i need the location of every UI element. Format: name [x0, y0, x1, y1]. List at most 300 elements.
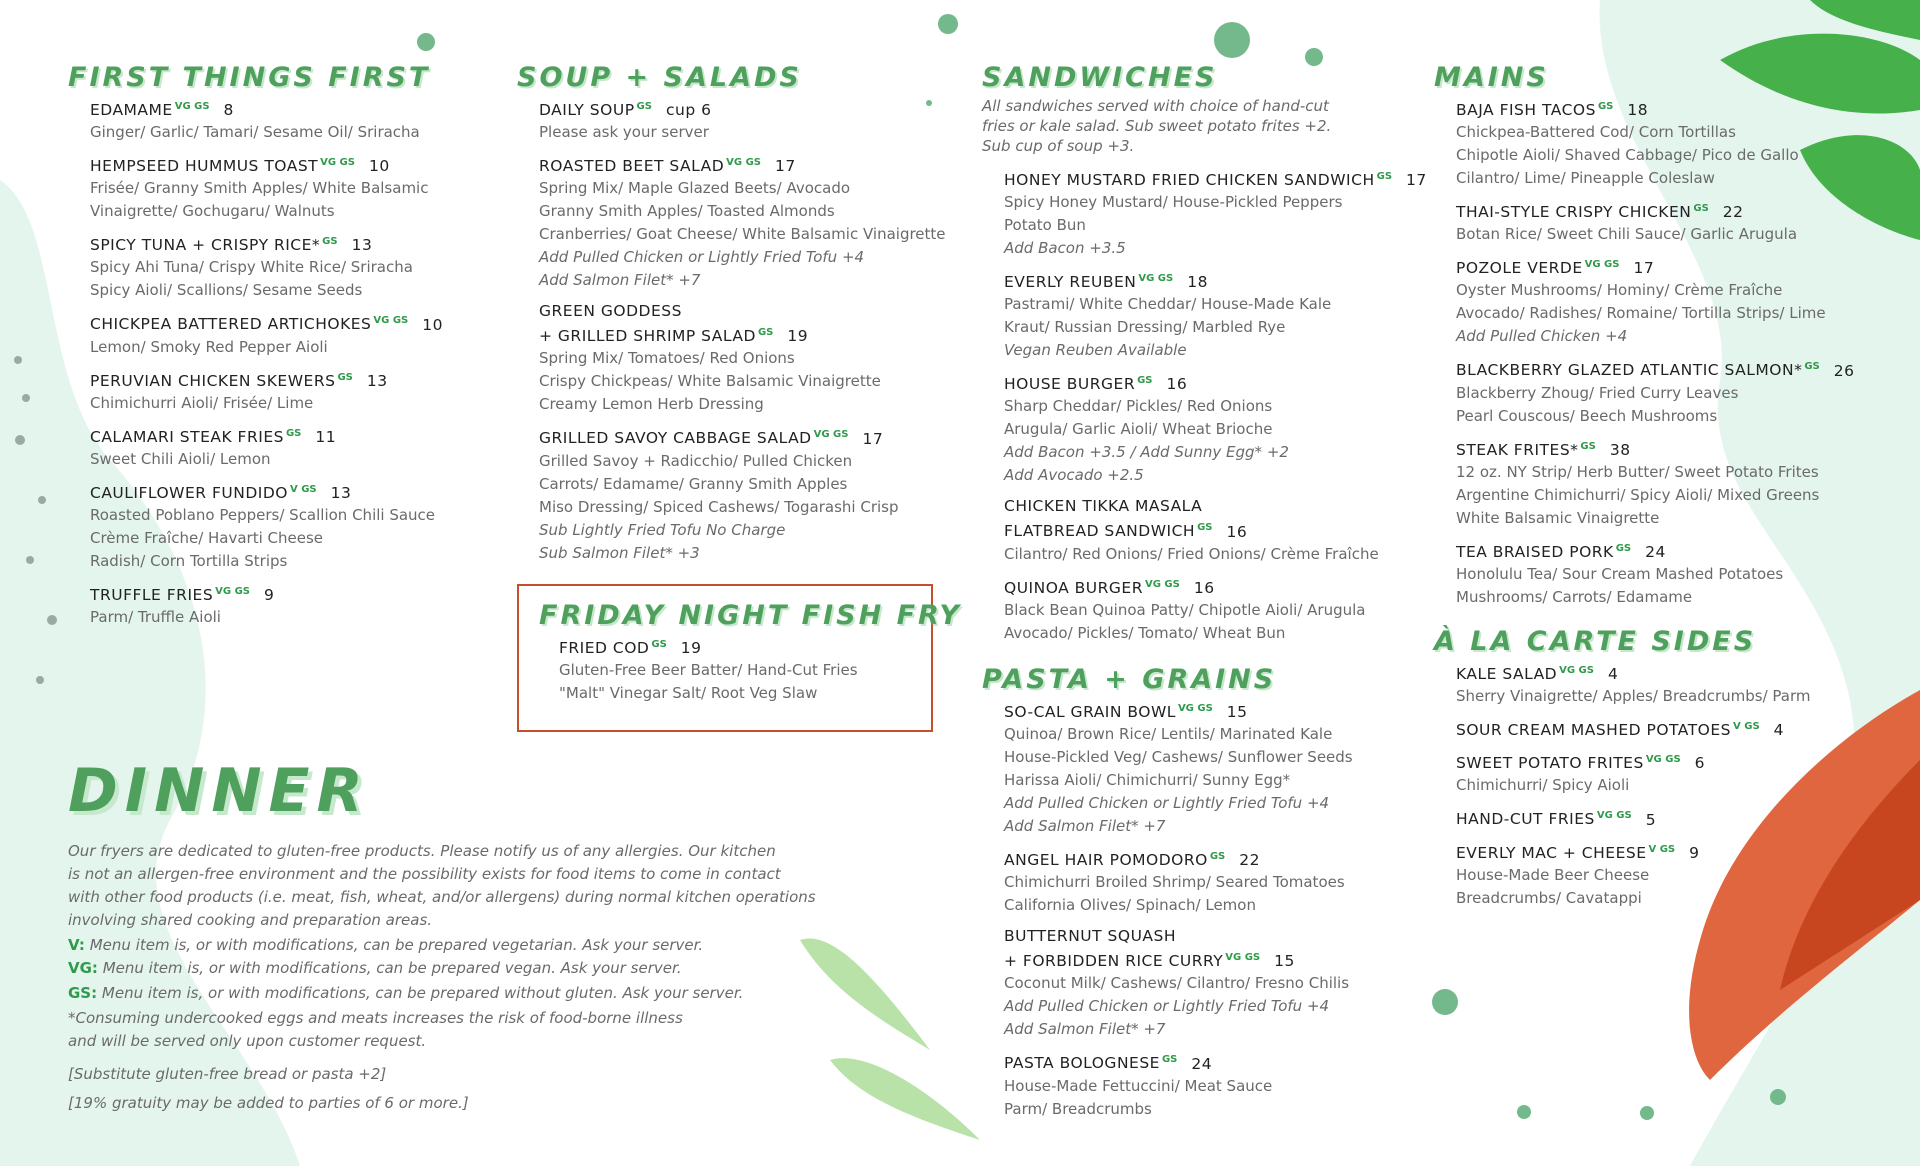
- legend-gluten-sensitive: [68, 982, 868, 1005]
- item-name: [90, 310, 443, 335]
- item-price: 13: [366, 371, 388, 390]
- item-description: Oyster Mushrooms/ Hominy/ Crème Fraîche: [1456, 281, 1783, 300]
- item-description: White Balsamic Vinaigrette: [1456, 508, 1660, 527]
- item-name: [1004, 370, 1427, 395]
- dot: [1432, 989, 1458, 1015]
- text: + GRILLED SHRIMP SALAD: [539, 327, 756, 346]
- text: CHICKPEA BATTERED ARTICHOKES: [90, 315, 372, 334]
- item-description: Vinaigrette/ Gochugaru/ Walnuts: [90, 202, 335, 221]
- consume-warning: and will be served only upon customer request.: [68, 1032, 427, 1050]
- dot: [1214, 22, 1250, 58]
- item-description: Botan Rice/ Sweet Chili Sauce/ Garlic Arugula: [1456, 225, 1798, 244]
- section-heading: FRIDAY NIGHT FISH FRY: [539, 600, 962, 631]
- menu-item-daily-soup: [539, 96, 946, 144]
- text: KALE SALAD: [1456, 665, 1558, 684]
- menu-item-fried-cod: [559, 634, 931, 705]
- item-name: [90, 96, 443, 121]
- item-name: [1456, 538, 1854, 563]
- item-price: cup 6: [665, 101, 712, 120]
- diet-tags: GS: [1376, 171, 1393, 182]
- menu-title: DINNER: [68, 756, 370, 826]
- diet-tags: GS: [1597, 101, 1614, 112]
- item-name: [539, 322, 946, 347]
- item-price: 10: [422, 315, 443, 334]
- item-description: Breadcrumbs/ Cavatappi: [1456, 888, 1642, 907]
- diet-tags: GS: [1197, 522, 1213, 534]
- consume-warning: *Consuming undercooked eggs and meats increases the risk of food-borne illness: [68, 1009, 683, 1027]
- item-price: 17: [1406, 171, 1427, 190]
- item-price: 24: [1191, 1054, 1213, 1073]
- item-name: [1456, 805, 1811, 830]
- section-heading: PASTA + GRAINS: [982, 664, 1277, 695]
- menu-item-everly-reuben: [1004, 268, 1427, 362]
- substitution-note: [Substitute gluten-free bread or pasta +2]: [68, 1065, 387, 1083]
- item-list: [68, 96, 443, 629]
- item-description: 12 oz. NY Strip/ Herb Butter/ Sweet Potato Frites: [1456, 462, 1819, 481]
- legend-key: VG:: [68, 959, 98, 977]
- item-description: Pastrami/ White Cheddar/ House-Made Kale: [1004, 295, 1332, 314]
- text: HAND-CUT FRIES: [1456, 810, 1595, 829]
- item-description: Coconut Milk/ Cashews/ Cilantro/ Fresno Chilis: [1004, 974, 1350, 993]
- text: TRUFFLE FRIES: [90, 586, 214, 605]
- item-name: [1004, 495, 1427, 517]
- note-line: All sandwiches served with choice of hand-cut: [982, 97, 1329, 115]
- text: FLATBREAD SANDWICH: [1004, 522, 1196, 541]
- text: EVERLY REUBEN: [1004, 273, 1137, 292]
- item-description: Gluten-Free Beer Batter/ Hand-Cut Fries: [559, 661, 858, 680]
- diet-tags: GS: [757, 327, 774, 339]
- menu-item-tea-braised-pork: [1456, 538, 1854, 609]
- item-description: Spicy Ahi Tuna/ Crispy White Rice/ Sriracha: [90, 258, 413, 277]
- menu-item-calamari-steak-fries: [90, 423, 443, 471]
- item-description: House-Made Beer Cheese: [1456, 865, 1650, 884]
- text: BAJA FISH TACOS: [1456, 101, 1596, 120]
- section-sides: [1434, 626, 1811, 918]
- text: CAULIFLOWER FUNDIDO: [90, 484, 288, 503]
- legend-vegan: [68, 957, 868, 980]
- item-description: California Olives/ Spinach/ Lemon: [1004, 896, 1256, 915]
- item-name: [1004, 925, 1353, 947]
- diet-tags: GS: [1804, 361, 1820, 373]
- item-description: Argentine Chimichurri/ Spicy Aioli/ Mixed Greens: [1456, 485, 1820, 504]
- menu-item-cauliflower-fundido: [90, 479, 443, 573]
- diet-tags: V GS: [1648, 843, 1676, 855]
- diet-tags: GS: [285, 427, 302, 439]
- text: ANGEL HAIR POMODORO: [1004, 851, 1208, 870]
- item-description: Miso Dressing/ Spiced Cashews/ Togarashi Crisp: [539, 497, 899, 516]
- item-name: [1456, 198, 1854, 223]
- item-description: Chimichurri Broiled Shrimp/ Seared Tomatoes: [1004, 873, 1345, 892]
- menu-item-quinoa-burger: [1004, 574, 1427, 645]
- item-price: 16: [1166, 375, 1188, 394]
- dot: [938, 14, 958, 34]
- item-price: 18: [1627, 101, 1649, 120]
- text: TEA BRAISED PORK: [1456, 542, 1614, 561]
- item-addon: Add Pulled Chicken +4: [1456, 327, 1628, 346]
- item-name: [1004, 517, 1427, 542]
- item-name: [1456, 660, 1811, 685]
- fish-fry-box: [517, 584, 962, 732]
- menu-item-steak-frites: [1456, 436, 1854, 530]
- item-name: [90, 581, 443, 606]
- item-description: Chimichurri Aioli/ Frisée/ Lime: [90, 393, 314, 412]
- item-name: [1004, 268, 1427, 293]
- legend-vegetarian: [68, 934, 868, 957]
- item-description: Frisée/ Granny Smith Apples/ White Balsamic: [90, 179, 429, 198]
- item-list: [1434, 96, 1854, 609]
- menu-item-butternut-squash-forbidden-rice-curry: [1004, 925, 1353, 1041]
- item-price: 13: [351, 236, 373, 255]
- diet-tags: VG GS: [1177, 703, 1213, 714]
- item-price: 15: [1226, 703, 1248, 722]
- menu-item-kale-salad: [1456, 660, 1811, 708]
- item-name: [90, 231, 443, 256]
- text: DAILY SOUP: [539, 101, 635, 120]
- menu-item-edamame: [90, 96, 443, 144]
- item-name: [90, 152, 443, 177]
- item-description: Chickpea-Battered Cod/ Corn Tortillas: [1456, 123, 1736, 142]
- section-soup-salads: [517, 62, 946, 573]
- item-name: [539, 152, 946, 177]
- item-price: 22: [1722, 203, 1744, 222]
- diet-tags: VG GS: [320, 157, 355, 169]
- text: PERUVIAN CHICKEN SKEWERS: [90, 371, 336, 390]
- diet-tags: VG GS: [174, 101, 210, 112]
- item-description: Potato Bun: [1004, 216, 1086, 235]
- item-list: [517, 96, 946, 565]
- note-line: Sub cup of soup +3.: [982, 137, 1135, 155]
- item-price: 4: [1773, 721, 1785, 740]
- item-description: Spring Mix/ Maple Glazed Beets/ Avocado: [539, 179, 851, 198]
- item-description: Creamy Lemon Herb Dressing: [539, 395, 764, 414]
- item-name: [1456, 96, 1854, 121]
- item-name: [1456, 436, 1854, 461]
- menu-item-hempseed-hummus-toast: [90, 152, 443, 223]
- item-price: 17: [1633, 259, 1655, 278]
- item-price: 17: [862, 429, 884, 448]
- text: CHICKEN TIKKA MASALA: [1004, 497, 1203, 516]
- item-name: [1456, 254, 1854, 279]
- text: HEMPSEED HUMMUS TOAST: [90, 157, 319, 176]
- diet-tags: GS: [1161, 1054, 1178, 1066]
- item-description: Radish/ Corn Tortilla Strips: [90, 552, 288, 571]
- section-heading: SANDWICHES: [982, 62, 1218, 93]
- item-description: Ginger/ Garlic/ Tamari/ Sesame Oil/ Sriracha: [90, 123, 420, 142]
- menu-item-angel-hair-pomodoro: [1004, 846, 1353, 917]
- menu-item-chickpea-battered-artichokes: [90, 310, 443, 358]
- item-description: House-Made Fettuccini/ Meat Sauce: [1004, 1076, 1273, 1095]
- disclaimer-line: with other food products (i.e. meat, fish, wheat, and/or allergens) during normal kitchen operations: [68, 888, 816, 906]
- item-price: 38: [1609, 440, 1631, 459]
- menu-item-baja-fish-tacos: [1456, 96, 1854, 190]
- item-price: 9: [1689, 843, 1700, 862]
- item-description: Harissa Aioli/ Chimichurri/ Sunny Egg*: [1004, 771, 1291, 790]
- item-price: 18: [1187, 273, 1208, 292]
- item-name: [90, 479, 443, 504]
- menu-item-house-burger: [1004, 370, 1427, 487]
- item-description: Parm/ Truffle Aioli: [90, 608, 221, 627]
- menu-item-sweet-potato-frites: [1456, 749, 1811, 797]
- item-name: [90, 367, 443, 392]
- diet-tags: VG GS: [1559, 665, 1594, 676]
- item-description: Sweet Chili Aioli/ Lemon: [90, 449, 271, 468]
- section-heading: FIRST THINGS FIRST: [68, 62, 431, 93]
- diet-tags: V GS: [290, 483, 317, 495]
- section-first-things-first: [68, 62, 443, 637]
- text: GREEN GODDESS: [539, 302, 682, 321]
- menu-item-thai-style-crispy-chicken: [1456, 198, 1854, 246]
- diet-tags: VG GS: [726, 157, 761, 169]
- item-list: [982, 698, 1353, 1121]
- diet-tags: VG GS: [373, 315, 409, 327]
- item-addon: Add Bacon +3.5: [1004, 239, 1126, 258]
- item-addon: Add Bacon +3.5 / Add Sunny Egg* +2: [1004, 443, 1289, 462]
- diet-tags: VG GS: [1584, 259, 1620, 271]
- item-description: Spicy Aioli/ Scallions/ Sesame Seeds: [90, 281, 363, 300]
- diet-tags: GS: [651, 639, 667, 650]
- disclaimer-line: Our fryers are dedicated to gluten-free products. Please notify us of any allergies. Our kitchen: [68, 842, 776, 860]
- menu-item-honey-mustard-fried-chicken-sandwich: [1004, 166, 1427, 260]
- item-description: Granny Smith Apples/ Toasted Almonds: [539, 202, 835, 221]
- note-line: fries or kale salad. Sub sweet potato frites +2.: [982, 117, 1332, 135]
- item-name: [1456, 839, 1811, 864]
- section-pasta-grains: [982, 664, 1353, 1129]
- text: BUTTERNUT SQUASH: [1004, 927, 1177, 946]
- dot: [47, 615, 57, 625]
- item-price: 17: [774, 157, 796, 176]
- legend-text: Menu item is, or with modifications, can be prepared vegetarian. Ask your server.: [89, 936, 704, 954]
- item-price: 4: [1607, 665, 1619, 684]
- item-description: Mushrooms/ Carrots/ Edamame: [1456, 587, 1693, 606]
- item-description: Grilled Savoy + Radicchio/ Pulled Chicken: [539, 451, 853, 470]
- item-price: 15: [1274, 952, 1295, 971]
- diet-tags: GS: [1137, 375, 1153, 387]
- item-name: [1004, 846, 1353, 871]
- item-description: Roasted Poblano Peppers/ Scallion Chili Sauce: [90, 506, 436, 525]
- item-name: [1004, 947, 1353, 972]
- item-description: Black Bean Quinoa Patty/ Chipotle Aioli/ Arugula: [1004, 600, 1366, 619]
- item-name: [539, 424, 946, 449]
- dot: [417, 33, 435, 51]
- item-addon: Add Avocado +2.5: [1004, 466, 1144, 485]
- item-description: Chimichurri/ Spicy Aioli: [1456, 776, 1630, 795]
- dot: [38, 496, 46, 504]
- dot: [14, 356, 22, 364]
- item-description: Quinoa/ Brown Rice/ Lentils/ Marinated Kale: [1004, 725, 1333, 744]
- item-description: Carrots/ Edamame/ Granny Smith Apples: [539, 474, 848, 493]
- legend-text: Menu item is, or with modifications, can be prepared without gluten. Ask your server.: [101, 984, 744, 1002]
- diet-tags: VG GS: [1645, 754, 1681, 766]
- item-name: [1456, 749, 1811, 774]
- text: SO-CAL GRAIN BOWL: [1004, 703, 1176, 722]
- diet-tags: VG GS: [813, 429, 849, 441]
- item-name: [1004, 698, 1353, 723]
- menu-item-so-cal-grain-bowl: [1004, 698, 1353, 838]
- item-price: 10: [368, 157, 390, 176]
- item-description: Honolulu Tea/ Sour Cream Mashed Potatoes: [1456, 564, 1784, 583]
- diet-tags: GS: [636, 101, 652, 112]
- legend-key: GS:: [68, 984, 98, 1002]
- menu-item-chicken-tikka-masala-flatbread-sandwich: [1004, 495, 1427, 565]
- item-description: Lemon/ Smoky Red Pepper Aioli: [90, 337, 328, 356]
- legend-text: Menu item is, or with modifications, can be prepared vegan. Ask your server.: [102, 959, 682, 977]
- text: THAI-STYLE CRISPY CHICKEN: [1456, 203, 1692, 222]
- section-sandwiches: [982, 62, 1427, 653]
- menu-item-hand-cut-fries: [1456, 805, 1811, 830]
- menu-item-truffle-fries: [90, 581, 443, 629]
- item-addon: Add Salmon Filet* +7: [1004, 1020, 1166, 1039]
- item-name: [90, 423, 443, 448]
- diet-tags: VG GS: [1138, 273, 1174, 285]
- dot: [1770, 1089, 1786, 1105]
- diet-tags: GS: [1615, 542, 1632, 554]
- menu-item-everly-mac-cheese: [1456, 839, 1811, 910]
- dot: [36, 676, 44, 684]
- diet-tags: GS: [1580, 440, 1596, 452]
- menu-item-spicy-tuna-crispy-rice: [90, 231, 443, 302]
- item-description: Cilantro/ Red Onions/ Fried Onions/ Crème Fraîche: [1004, 544, 1379, 563]
- text: STEAK FRITES*: [1456, 440, 1579, 459]
- item-price: 5: [1645, 810, 1657, 829]
- item-addon: Vegan Reuben Available: [1004, 341, 1187, 360]
- menu-item-pasta-bolognese: [1004, 1049, 1353, 1120]
- item-description: Chipotle Aioli/ Shaved Cabbage/ Pico de Gallo: [1456, 146, 1799, 165]
- item-addon: Add Salmon Filet* +7: [539, 271, 701, 290]
- item-price: 24: [1645, 542, 1666, 561]
- dot: [22, 394, 30, 402]
- dot: [26, 556, 34, 564]
- diet-tags: GS: [322, 236, 338, 248]
- section-heading: À LA CARTE SIDES: [1434, 626, 1757, 657]
- disclaimer-line: involving shared cooking and preparation areas.: [68, 911, 433, 929]
- section-heading: MAINS: [1434, 62, 1549, 93]
- dot: [15, 435, 25, 445]
- item-price: 22: [1239, 851, 1260, 870]
- menu-item-green-goddess-grilled-shrimp-salad: [539, 300, 946, 416]
- text: EDAMAME: [90, 101, 173, 120]
- item-description: House-Pickled Veg/ Cashews/ Sunflower Seeds: [1004, 748, 1353, 767]
- diet-tags: VG GS: [1225, 952, 1261, 964]
- menu-item-roasted-beet-salad: [539, 152, 946, 292]
- item-addon: Sub Salmon Filet* +3: [539, 543, 700, 562]
- dot: [1517, 1105, 1531, 1119]
- item-price: 16: [1226, 522, 1248, 541]
- text: SWEET POTATO FRITES: [1456, 754, 1644, 773]
- diet-tags: VG GS: [1596, 810, 1632, 822]
- item-price: 11: [315, 427, 337, 446]
- item-list: [1434, 660, 1811, 910]
- item-description: Cilantro/ Lime/ Pineapple Coleslaw: [1456, 169, 1715, 188]
- diet-tags: GS: [1209, 851, 1226, 863]
- text: CALAMARI STEAK FRIES: [90, 427, 284, 446]
- diet-tags: GS: [1693, 203, 1709, 215]
- item-name: [1004, 574, 1427, 599]
- diet-tags: V GS: [1733, 721, 1760, 733]
- text: FRIED COD: [559, 639, 650, 658]
- item-description: Spicy Honey Mustard/ House-Pickled Peppers: [1004, 193, 1343, 212]
- diet-tags: VG GS: [1145, 578, 1180, 590]
- item-price: 13: [330, 484, 352, 503]
- text: HONEY MUSTARD FRIED CHICKEN SANDWICH: [1004, 171, 1375, 190]
- dot: [1640, 1106, 1654, 1120]
- item-name: [539, 96, 946, 121]
- item-addon: Add Pulled Chicken or Lightly Fried Tofu +4: [1004, 997, 1330, 1016]
- item-description: Spring Mix/ Tomatoes/ Red Onions: [539, 349, 795, 368]
- diet-tags: GS: [337, 371, 353, 383]
- item-price: 16: [1193, 578, 1215, 597]
- text: QUINOA BURGER: [1004, 578, 1143, 597]
- menu-item-grilled-savoy-cabbage-salad: [539, 424, 946, 564]
- item-description: Sharp Cheddar/ Pickles/ Red Onions: [1004, 397, 1273, 416]
- item-description: Kraut/ Russian Dressing/ Marbled Rye: [1004, 318, 1286, 337]
- item-description: Pearl Couscous/ Beech Mushrooms: [1456, 406, 1718, 425]
- text: GRILLED SAVOY CABBAGE SALAD: [539, 429, 812, 448]
- item-description: Blackberry Zhoug/ Fried Curry Leaves: [1456, 383, 1739, 402]
- text: SPICY TUNA + CRISPY RICE*: [90, 236, 321, 255]
- section-heading: SOUP + SALADS: [517, 62, 802, 93]
- item-name: [1004, 1049, 1353, 1074]
- item-list: [982, 166, 1427, 645]
- disclaimer-line: is not an allergen-free environment and the possibility exists for food items to come in contact: [68, 865, 781, 883]
- gratuity-note: [19% gratuity may be added to parties of 6 or more.]: [68, 1094, 469, 1112]
- item-addon: Add Salmon Filet* +7: [1004, 817, 1166, 836]
- text: + FORBIDDEN RICE CURRY: [1004, 952, 1224, 971]
- text: ROASTED BEET SALAD: [539, 157, 725, 176]
- item-addon: Add Pulled Chicken or Lightly Fried Tofu +4: [539, 248, 865, 267]
- section-mains: [1434, 62, 1854, 617]
- item-addon: Sub Lightly Fried Tofu No Charge: [539, 520, 786, 539]
- diet-tags: VG GS: [215, 586, 251, 598]
- item-name: [1004, 166, 1427, 191]
- text: EVERLY MAC + CHEESE: [1456, 843, 1647, 862]
- text: POZOLE VERDE: [1456, 259, 1583, 278]
- text: PASTA BOLOGNESE: [1004, 1054, 1160, 1073]
- item-description: Crispy Chickpeas/ White Balsamic Vinaigrette: [539, 372, 881, 391]
- menu-item-peruvian-chicken-skewers: [90, 367, 443, 415]
- item-description: "Malt" Vinegar Salt/ Root Veg Slaw: [559, 684, 818, 703]
- text: BLACKBERRY GLAZED ATLANTIC SALMON*: [1456, 361, 1803, 380]
- item-name: [559, 634, 931, 659]
- text: SOUR CREAM MASHED POTATOES: [1456, 721, 1732, 740]
- item-price: 8: [223, 101, 234, 120]
- item-description: Avocado/ Radishes/ Romaine/ Tortilla Strips/ Lime: [1456, 304, 1826, 323]
- item-description: Sherry Vinaigrette/ Apples/ Breadcrumbs/ Parm: [1456, 687, 1811, 706]
- item-description: Avocado/ Pickles/ Tomato/ Wheat Bun: [1004, 623, 1286, 642]
- item-addon: Add Pulled Chicken or Lightly Fried Tofu +4: [1004, 794, 1330, 813]
- menu-item-pozole-verde: [1456, 254, 1854, 348]
- item-description: Arugula/ Garlic Aioli/ Wheat Brioche: [1004, 420, 1273, 439]
- item-price: 19: [787, 327, 809, 346]
- item-price: 26: [1833, 361, 1855, 380]
- menu-item-sour-cream-mashed-potatoes: [1456, 716, 1811, 741]
- item-description: Cranberries/ Goat Cheese/ White Balsamic Vinaigrette: [539, 225, 946, 244]
- legend-key: V:: [68, 936, 85, 954]
- item-name: [539, 300, 946, 322]
- text: HOUSE BURGER: [1004, 375, 1136, 394]
- item-list: [539, 634, 931, 705]
- sandwich-note: [982, 96, 1427, 156]
- item-price: 6: [1694, 754, 1706, 773]
- item-price: 19: [680, 639, 702, 658]
- menu-item-blackberry-glazed-atlantic-salmon: [1456, 356, 1854, 427]
- allergen-disclaimer: [68, 840, 868, 1115]
- item-description: Crème Fraîche/ Havarti Cheese: [90, 529, 324, 548]
- item-name: [1456, 356, 1854, 381]
- item-name: [1456, 716, 1811, 741]
- item-description: Parm/ Breadcrumbs: [1004, 1099, 1152, 1118]
- item-description: Please ask your server: [539, 123, 709, 142]
- item-price: 9: [264, 586, 275, 605]
